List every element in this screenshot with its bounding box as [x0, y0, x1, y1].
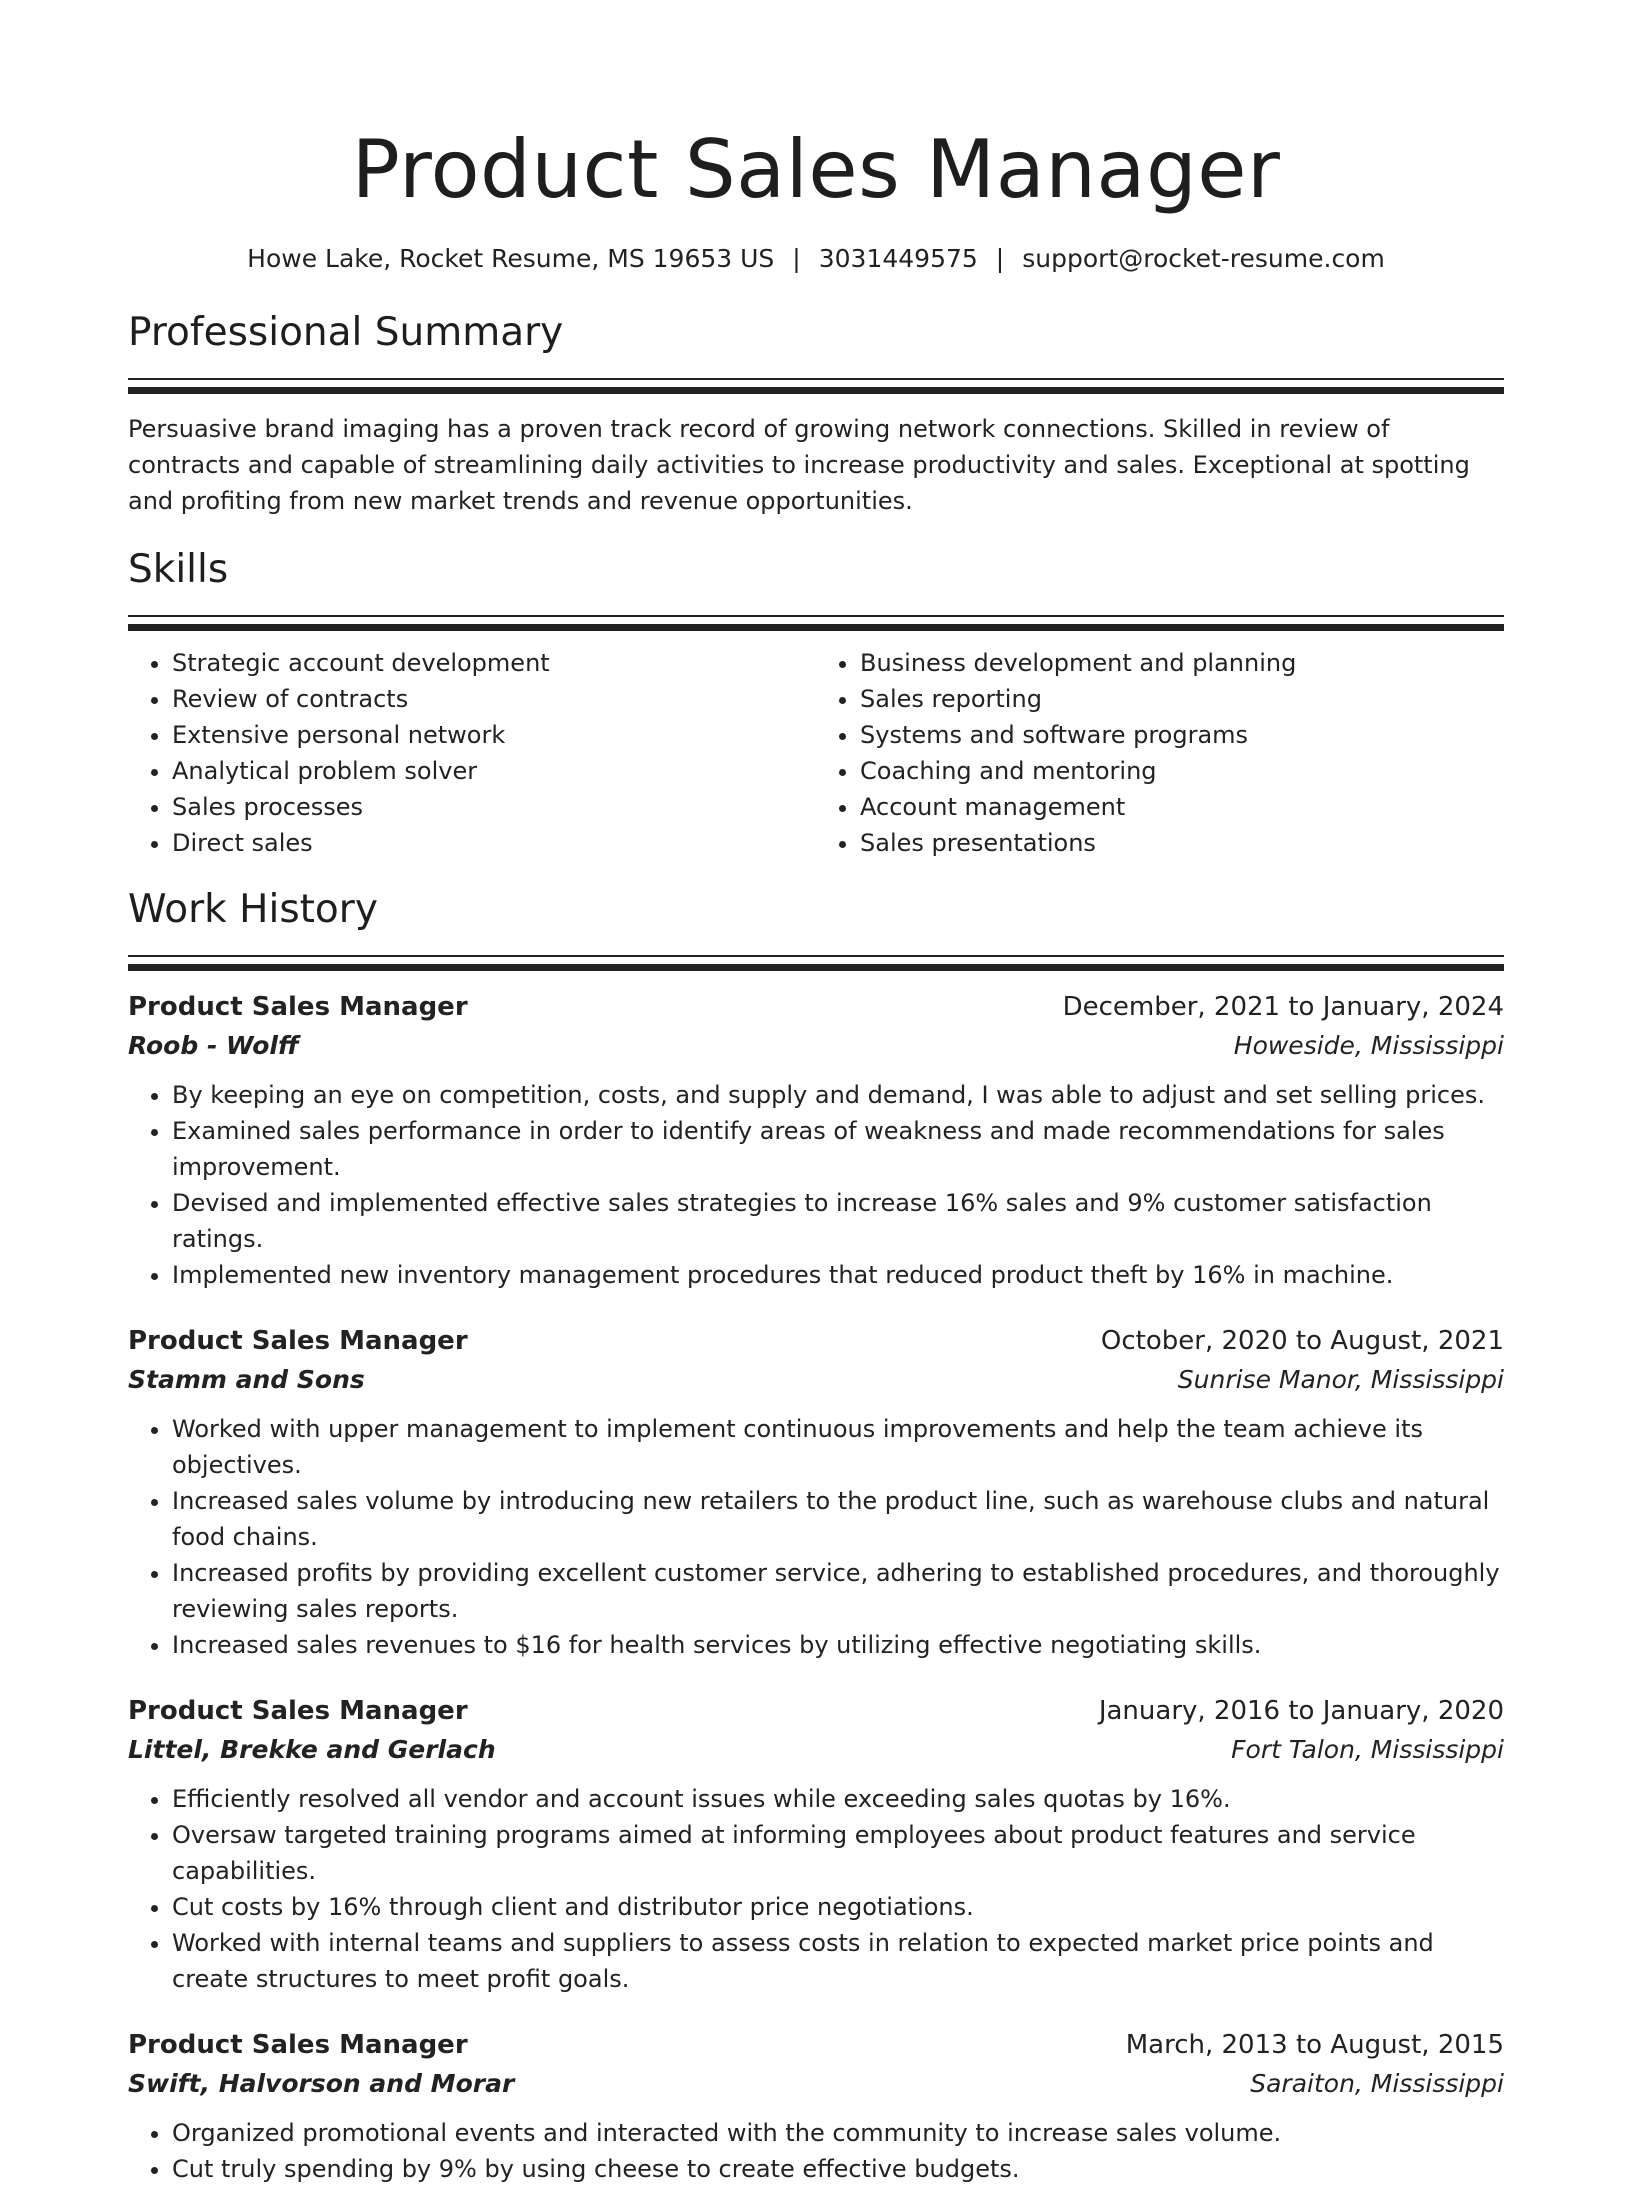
contact-separator: |: [995, 244, 1005, 273]
job-bullet: • Examined sales performance in order to identify areas of weakness and made recommendations for sales improvement.: [172, 1113, 1504, 1185]
contact-email[interactable]: support@rocket-resume.com: [1022, 244, 1385, 273]
job-dates: October, 2020 to August, 2021: [1100, 1326, 1504, 1356]
job-bullet: • Cut costs by 16% through client and distributor price negotiations.: [172, 1889, 1504, 1925]
skills-columns: [128, 645, 1504, 861]
job-company: Littel, Brekke and Gerlach: [128, 1735, 496, 1764]
job-bullets: [128, 2115, 1504, 2187]
section-heading-work: Work History: [128, 887, 378, 932]
job-company-row: [128, 2065, 1504, 2103]
job-dates: January, 2016 to January, 2020: [1098, 1696, 1504, 1726]
section-rule-thin: [128, 615, 1504, 617]
job-company: Stamm and Sons: [128, 1365, 365, 1394]
job-bullet: • By keeping an eye on competition, costs, and supply and demand, I was able to adjust and set selling prices.: [172, 1077, 1504, 1113]
job-title: Product Sales Manager: [128, 2030, 468, 2060]
section-rule-thick: [128, 624, 1504, 631]
section-rule-thin: [128, 955, 1504, 957]
job-bullet: • Increased sales volume by introducing new retailers to the product line, such as warehouse clubs and natural food chains.: [172, 1483, 1504, 1555]
job-header-row: [128, 1691, 1504, 1731]
job-company-row: [128, 1731, 1504, 1769]
job-bullet: • Oversaw targeted training programs aimed at informing employees about product features and service capabilities.: [172, 1817, 1504, 1889]
resume-title: Product Sales Manager: [351, 123, 1281, 216]
skill-item: • Strategic account development: [172, 645, 816, 681]
skills-list-right: [816, 645, 1504, 861]
job-title: Product Sales Manager: [128, 992, 468, 1022]
contact-line: [128, 242, 1504, 276]
skill-item: • Sales presentations: [860, 825, 1504, 861]
job-entry: [128, 2025, 1504, 2187]
skill-item: • Analytical problem solver: [172, 753, 816, 789]
work-history-section: [128, 885, 1504, 2187]
section-rule-thin: [128, 378, 1504, 380]
skill-item: • Systems and software programs: [860, 717, 1504, 753]
job-company: Swift, Halvorson and Morar: [128, 2069, 515, 2098]
skill-item: • Coaching and mentoring: [860, 753, 1504, 789]
job-header-row: [128, 987, 1504, 1027]
job-bullet: • Increased sales revenues to $16 for health services by utilizing effective negotiating skills.: [172, 1627, 1504, 1663]
summary-text: Persuasive brand imaging has a proven track record of growing network connections. Skilled in review of contracts and capable of streamlining daily activities to increase productivity and sales. Exceptional at spotting and profiting from new market trends and revenue opportunities.: [128, 415, 1470, 515]
job-title: Product Sales Manager: [128, 1696, 468, 1726]
contact-phone: 3031449575: [818, 244, 978, 273]
skill-item: • Account management: [860, 789, 1504, 825]
skill-item: • Sales reporting: [860, 681, 1504, 717]
contact-address: Howe Lake, Rocket Resume, MS 19653 US: [247, 244, 775, 273]
job-bullet: • Organized promotional events and interacted with the community to increase sales volume.: [172, 2115, 1504, 2151]
skill-item: • Sales processes: [172, 789, 816, 825]
skills-section: [128, 545, 1504, 861]
job-bullet: • Increased profits by providing excellent customer service, adhering to established procedures, and thoroughly reviewing sales reports.: [172, 1555, 1504, 1627]
section-rule-thick: [128, 964, 1504, 971]
job-title: Product Sales Manager: [128, 1326, 468, 1356]
job-company: Roob - Wolff: [128, 1031, 299, 1060]
job-location: Fort Talon, Mississippi: [1231, 1735, 1504, 1764]
section-rule-thick: [128, 387, 1504, 394]
job-dates: March, 2013 to August, 2015: [1125, 2030, 1504, 2060]
section-heading-skills: Skills: [128, 547, 229, 592]
skill-item: • Review of contracts: [172, 681, 816, 717]
section-heading-summary: Professional Summary: [128, 310, 564, 355]
skill-item: • Business development and planning: [860, 645, 1504, 681]
job-bullets: [128, 1077, 1504, 1293]
job-location: Sunrise Manor, Mississippi: [1177, 1365, 1504, 1394]
skills-list-left: [128, 645, 816, 861]
job-company-row: [128, 1361, 1504, 1399]
job-header-row: [128, 1321, 1504, 1361]
job-dates: December, 2021 to January, 2024: [1062, 992, 1504, 1022]
job-bullet: • Worked with internal teams and suppliers to assess costs in relation to expected market price points and create structures to meet profit goals.: [172, 1925, 1504, 1997]
job-entry: [128, 1691, 1504, 1997]
job-entry: [128, 1321, 1504, 1663]
contact-separator: |: [792, 244, 801, 273]
skill-item: • Extensive personal network: [172, 717, 816, 753]
job-bullet: • Efficiently resolved all vendor and account issues while exceeding sales quotas by 16%.: [172, 1781, 1504, 1817]
summary-section: [128, 308, 1504, 519]
job-bullets: [128, 1411, 1504, 1663]
job-bullet: • Devised and implemented effective sales strategies to increase 16% sales and 9% customer satisfaction ratings.: [172, 1185, 1504, 1257]
skill-item: • Direct sales: [172, 825, 816, 861]
job-bullets: [128, 1781, 1504, 1997]
job-location: Saraiton, Mississippi: [1250, 2069, 1504, 2098]
job-entry: [128, 987, 1504, 1293]
job-bullet: • Cut truly spending by 9% by using cheese to create effective budgets.: [172, 2151, 1504, 2187]
job-header-row: [128, 2025, 1504, 2065]
job-company-row: [128, 1027, 1504, 1065]
job-bullet: • Implemented new inventory management procedures that reduced product theft by 16% in machine.: [172, 1257, 1504, 1293]
job-bullet: • Worked with upper management to implement continuous improvements and help the team achieve its objectives.: [172, 1411, 1504, 1483]
job-location: Howeside, Mississippi: [1233, 1031, 1504, 1060]
